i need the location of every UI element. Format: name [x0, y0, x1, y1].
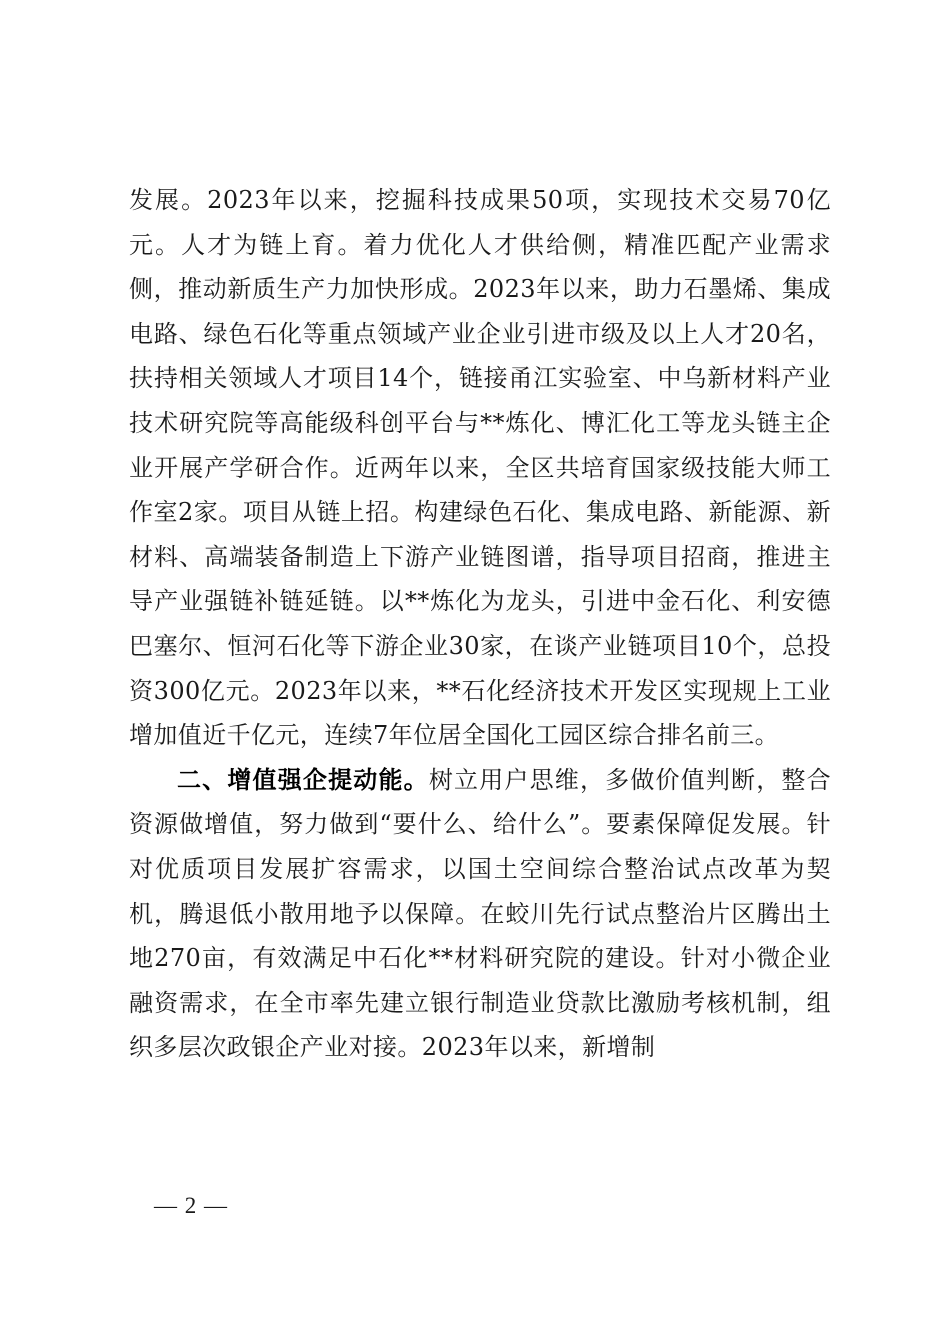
- paragraph-2-text: 树立用户思维，多做价值判断，整合资源做增值，努力做到“要什么、给什么”。要素保障促发展。针对优质项目发展扩容需求，以国土空间综合整治试点改革为契机，腾退低小散用地予以保障。在蛟川先行试点整治片区腾出土地270亩，有效满足中石化**材料研究院的建设。针对小微企业融资需求，在全市率先建立银行制造业贷款比激励考核机制，组织多层次政银企产业对接。2023年以来，新增制: [129, 765, 831, 1062]
- section-heading: 二、增值强企提动能。: [177, 764, 429, 794]
- paragraph-1-text: 发展。2023年以来，挖掘科技成果50项，实现技术交易70亿元。人才为链上育。着力优化人才供给侧，精准匹配产业需求侧，推动新质生产力加快形成。2023年以来，助力石墨烯、集成电路、绿色石化等重点领域产业企业引进市级及以上人才20名，扶持相关领域人才项目14个，链接甬江实验室、中乌新材料产业技术研究院等高能级科创平台与**炼化、博汇化工等龙头链主企业开展产学研合作。近两年以来，全区共培育国家级技能大师工作室2家。项目从链上招。构建绿色石化、集成电路、新能源、新材料、高端装备制造上下游产业链图谱，指导项目招商，推进主导产业强链补链延链。以**炼化为龙头，引进中金石化、利安德巴塞尔、恒河石化等下游企业30家，在谈产业链项目10个，总投资300亿元。2023年以来，**石化经济技术开发区实现规上工业增加值近千亿元，连续7年位居全国化工园区综合排名前三。: [129, 186, 831, 750]
- paragraph-2: [129, 758, 831, 1070]
- paragraph-1: [129, 178, 831, 758]
- document-body: [129, 178, 831, 1070]
- page-number: — 2 —: [154, 1193, 228, 1218]
